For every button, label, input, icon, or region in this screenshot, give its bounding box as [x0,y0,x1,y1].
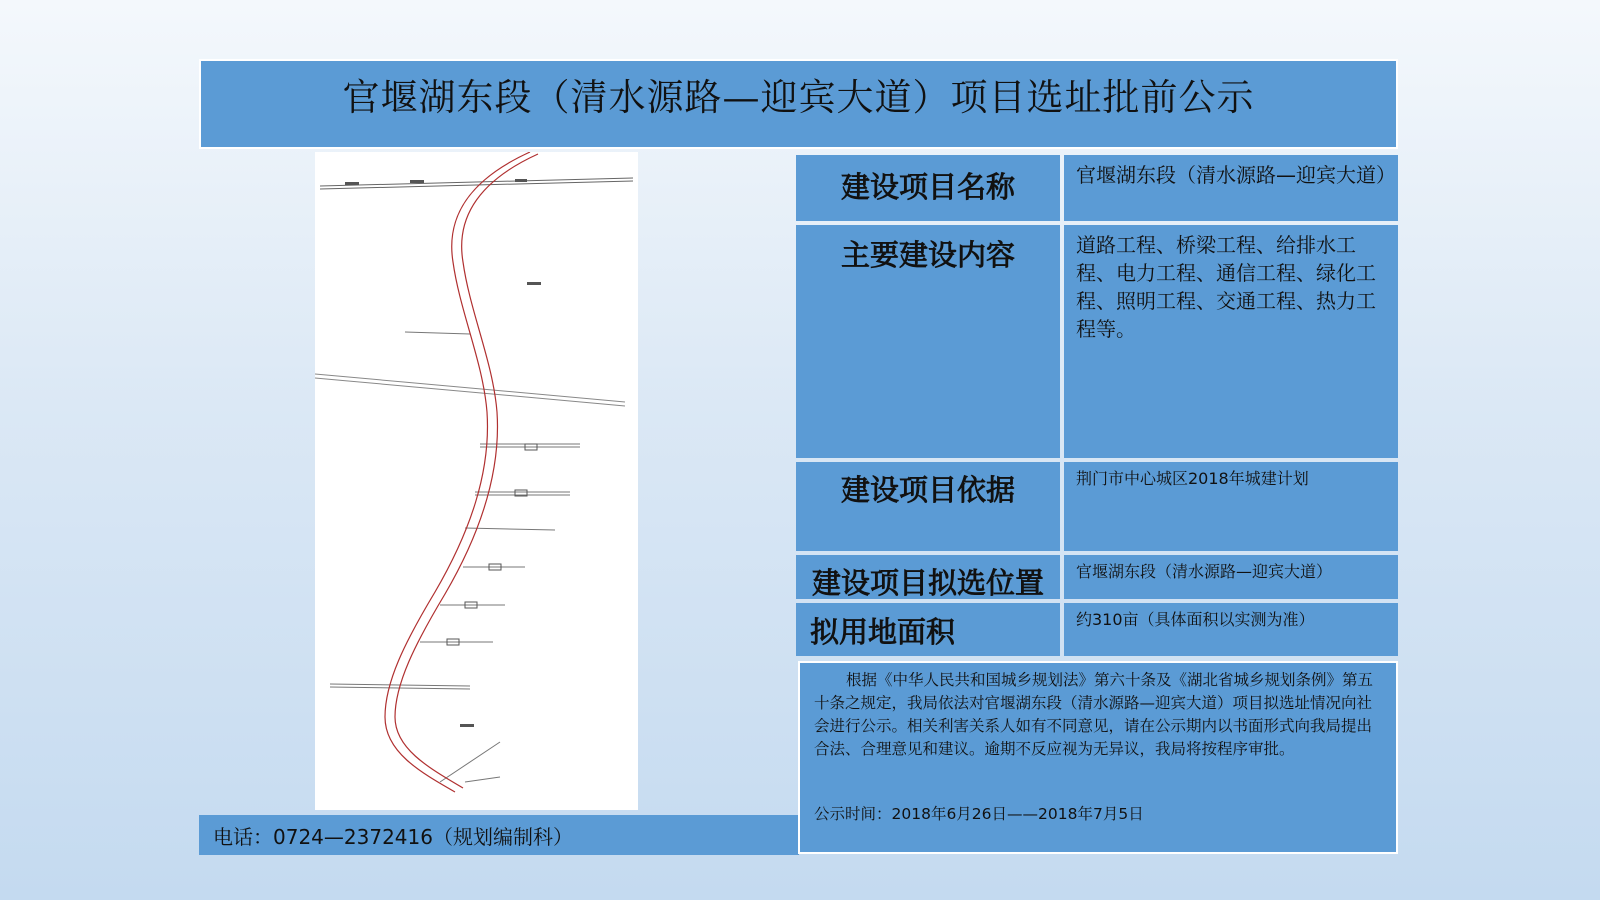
label-cell [796,225,1060,458]
main-content-label: 主要建设内容 [840,238,1015,272]
main-content-value: 道路工程、桥梁工程、给排水工程、电力工程、通信工程、绿化工程、照明工程、交通工程、热力工程等。 [1076,233,1376,341]
project-basis-label: 建设项目依据 [840,473,1015,507]
side-road [440,742,500,782]
cross-road [315,374,625,402]
public-notice-panel [798,661,1398,854]
row-project-basis [796,462,1398,551]
main-road-edge [395,154,538,788]
row-project-location [796,555,1398,599]
notice-period: 公示时间：2018年6月26日——2018年7月5日 [814,805,1144,823]
map-label-mark [345,182,359,185]
project-name-value: 官堰湖东段（清水源路—迎宾大道） [1076,163,1396,187]
notice-text: 根据《中华人民共和国城乡规划法》第六十条及《湖北省城乡规划条例》第五十条之规定，我局依法对官堰湖东段（清水源路—迎宾大道）项目拟选址情况向社会进行公示。相关利害关系人如有不同意见，请在公示期内以书面形式向我局提出合法、合理意见和建议。逾期不反应视为无异议，我局将按程序审批。 [814,671,1374,758]
label-cell [796,555,1060,599]
map-label-mark [515,179,527,182]
value-cell [1064,603,1398,656]
route-map-drawing [315,152,638,810]
row-main-content [796,225,1398,458]
land-area-value: 约310亩（具体面积以实测为准） [1076,610,1315,629]
project-location-label: 建设项目拟选位置 [811,566,1044,600]
value-cell [1064,555,1398,599]
project-location-value: 官堰湖东段（清水源路—迎宾大道） [1076,562,1333,581]
phone-banner [199,815,799,855]
row-land-area [796,603,1398,656]
row-project-name [796,155,1398,221]
cross-road [315,378,625,406]
value-cell [1064,225,1398,458]
phone-number: 电话：0724—2372416（规划编制科） [213,825,573,849]
map-label-mark [410,180,424,183]
route-map-image [315,152,638,810]
value-cell [1064,155,1398,221]
title-banner [199,59,1398,149]
label-cell [796,155,1060,221]
side-road [465,528,555,530]
label-cell [796,462,1060,551]
page-title: 官堰湖东段（清水源路—迎宾大道）项目选址批前公示 [342,76,1255,119]
value-cell [1064,462,1398,551]
side-road [465,777,500,782]
map-label-mark [527,282,541,285]
project-name-label: 建设项目名称 [840,170,1015,204]
label-cell [796,603,1060,656]
project-basis-value: 荆门市中心城区2018年城建计划 [1076,469,1309,488]
side-road [405,332,470,334]
main-road-edge [385,152,530,792]
map-label-mark [460,724,474,727]
land-area-label: 拟用地面积 [810,615,956,649]
